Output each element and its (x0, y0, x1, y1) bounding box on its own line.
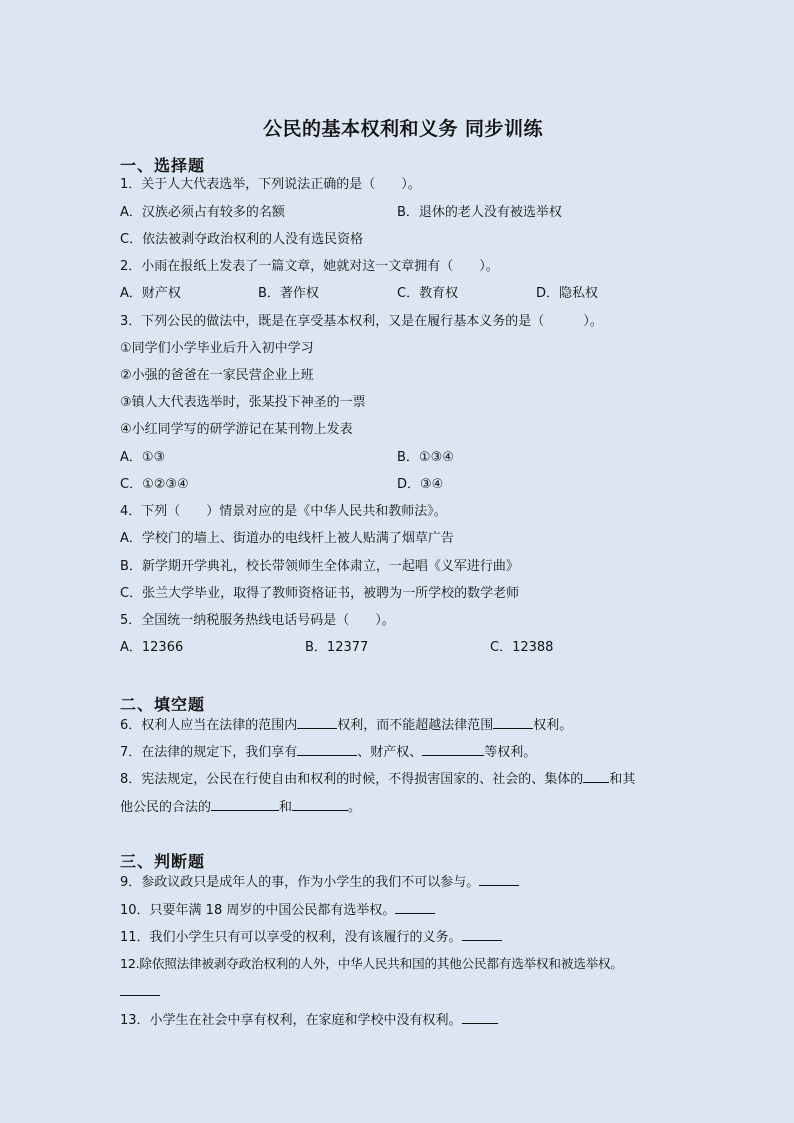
question-1-option-a: A．汉族必须占有较多的名额 (120, 205, 285, 220)
question-1-option-b: B．退休的老人没有被选举权 (397, 205, 562, 220)
section-heading-choice: 一、选择题 (120, 156, 206, 175)
question-13-text: 13．小学生在社会中享有权利，在家庭和学校中没有权利。 (120, 1013, 462, 1028)
question-12-answer (120, 983, 160, 1001)
page-title: 公民的基本权利和义务 同步训练 (262, 118, 544, 140)
answer-blank[interactable] (493, 716, 533, 729)
question-3-option-c: C．①②③④ (120, 477, 189, 492)
answer-blank[interactable] (395, 901, 435, 914)
question-1-option-c: C．依法被剥夺政治权利的人没有选民资格 (120, 232, 364, 247)
answer-blank[interactable] (462, 1011, 498, 1024)
answer-blank[interactable] (422, 743, 484, 756)
question-3-option-d: D．③④ (397, 477, 444, 492)
question-9-text: 9．参政议政只是成年人的事，作为小学生的我们不可以参与。 (120, 875, 480, 890)
question-4-option-a: A．学校门的墙上、街道办的电线杆上被人贴满了烟草广告 (120, 531, 454, 546)
question-7-text-2: 、财产权、 (357, 745, 423, 760)
question-8-line-1 (120, 770, 635, 788)
answer-blank[interactable] (297, 716, 337, 729)
question-11-text: 11．我们小学生只有可以享受的权利，没有该履行的义务。 (120, 930, 462, 945)
question-2-option-c: C．教育权 (397, 286, 459, 301)
question-8-text-1: 8．宪法规定，公民在行使自由和权利的时候，不得损害国家的、社会的、集体的 (120, 772, 584, 787)
question-3-item-2: ②小强的爸爸在一家民营企业上班 (120, 368, 314, 383)
question-5-option-c: C．12388 (490, 640, 554, 655)
question-3-item-1: ①同学们小学毕业后升入初中学习 (120, 341, 314, 356)
answer-blank[interactable] (479, 873, 519, 886)
question-7 (120, 743, 536, 761)
question-8-text-4: 和 (279, 800, 293, 815)
answer-blank[interactable] (120, 983, 160, 996)
question-3-option-b: B．①③④ (397, 450, 454, 465)
question-8-text-2: 和其 (609, 772, 636, 787)
question-3-item-4: ④小红同学写的研学游记在某刊物上发表 (120, 422, 353, 437)
question-12-text: 12.除依照法律被剥夺政治权利的人外，中华人民共和国的其他公民都有选举权和被选举权。 (120, 956, 623, 971)
question-2-stem: 2．小雨在报纸上发表了一篇文章，她就对这一文章拥有（ ）。 (120, 259, 499, 274)
question-11 (120, 928, 502, 946)
question-2-option-d: D．隐私权 (536, 286, 599, 301)
answer-blank[interactable] (211, 798, 279, 811)
question-13 (120, 1011, 498, 1029)
question-2-option-a: A．财产权 (120, 286, 181, 301)
question-7-text-1: 7．在法律的规定下，我们享有 (120, 745, 298, 760)
question-4-option-b: B．新学期开学典礼，校长带领师生全体肃立，一起唱《义军进行曲》 (120, 559, 519, 574)
answer-blank[interactable] (583, 770, 609, 783)
question-8-line-2 (120, 798, 361, 816)
section-heading-judge: 三、判断题 (120, 852, 206, 871)
question-5-option-b: B．12377 (305, 640, 369, 655)
question-4-option-c: C．张兰大学毕业，取得了教师资格证书，被聘为一所学校的数学老师 (120, 586, 520, 601)
question-6 (120, 716, 572, 734)
question-10-text: 10．只要年满 18 周岁的中国公民都有选举权。 (120, 903, 396, 918)
question-7-text-3: 等权利。 (484, 745, 537, 760)
question-3-stem: 3．下列公民的做法中，既是在享受基本权利，又是在履行基本义务的是（ ）。 (120, 314, 603, 329)
question-1-stem: 1．关于人大代表选举，下列说法正确的是（ ）。 (120, 177, 421, 192)
question-4-stem: 4．下列（ ）情景对应的是《中华人民共和教师法》。 (120, 504, 447, 519)
question-3-option-a: A．①③ (120, 450, 166, 465)
answer-blank[interactable] (297, 743, 357, 756)
question-8-text-3: 他公民的合法的 (120, 800, 212, 815)
question-6-text-2: 权利，而不能超越法律范围 (337, 718, 494, 733)
question-2-option-b: B．著作权 (258, 286, 319, 301)
answer-blank[interactable] (292, 798, 348, 811)
question-5-option-a: A．12366 (120, 640, 184, 655)
question-10 (120, 901, 435, 919)
question-6-text-1: 6．权利人应当在法律的范围内 (120, 718, 298, 733)
question-6-text-3: 权利。 (533, 718, 573, 733)
question-3-item-3: ③镇人大代表选举时，张某投下神圣的一票 (120, 395, 366, 410)
answer-blank[interactable] (462, 928, 502, 941)
question-9 (120, 873, 519, 891)
question-8-text-5: 。 (348, 800, 362, 815)
question-5-stem: 5．全国统一纳税服务热线电话号码是（ ）。 (120, 613, 395, 628)
section-heading-fill: 二、填空题 (120, 695, 206, 714)
